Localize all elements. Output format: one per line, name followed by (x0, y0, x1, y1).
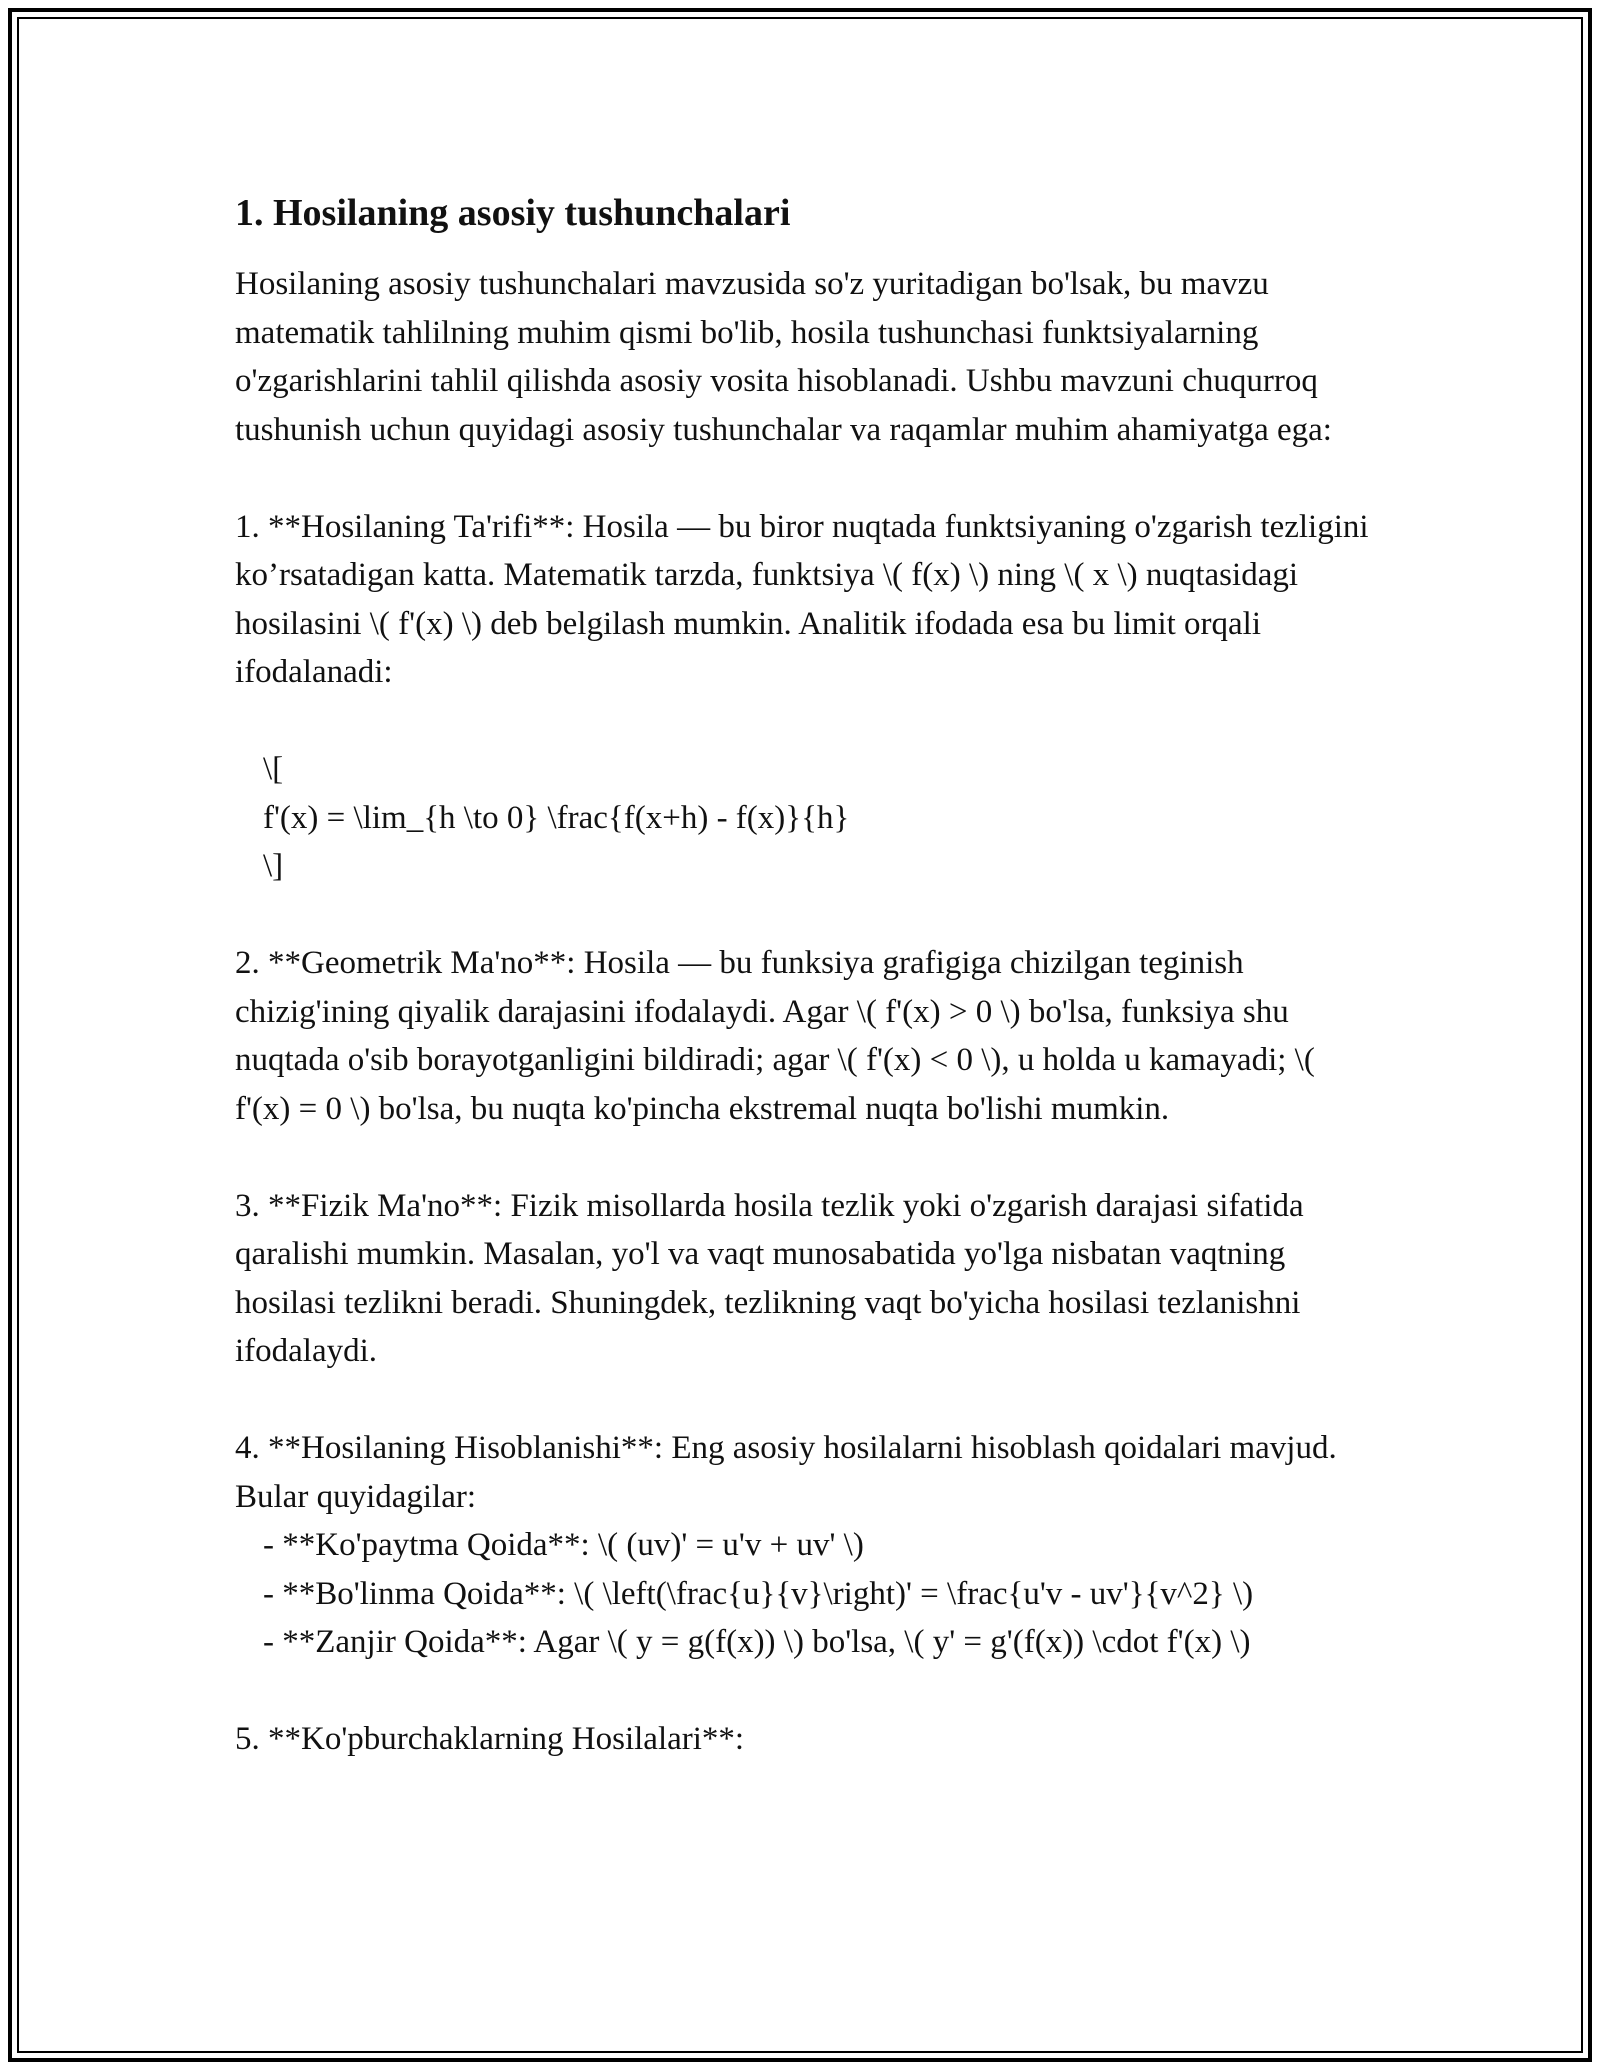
section-title: 1. Hosilaning asosiy tushunchalari (235, 192, 791, 234)
intro-paragraph: Hosilaning asosiy tushunchalari mavzusida so'z yuritadigan bo'lsak, bu mavzu matematik tahlilning muhim qismi bo'lib, hosila tushunchasi funktsiyalarning o'zgarishlarini tahlil qilishda asosiy vosita hisoblanadi. Ushbu mavzuni chuqurroq tushunish uchun quyidagi asosiy tushunchalar va raqamlar muhim ahamiyatga ega: (235, 266, 1332, 448)
physical-meaning-item: 3. **Fizik Ma'no**: Fizik misollarda hosila tezlik yoki o'zgarish darajasi sifatida qaralishi mumkin. Masalan, yo'l va vaqt munosabatida yo'lga nisbatan vaqtning hosilasi tezlikni beradi. Shuningdek, tezlikning vaqt bo'yicha hosilasi tezlanishni ifodalaydi. (235, 1187, 1304, 1369)
polygons-item: 5. **Ko'pburchaklarning Hosilalari**: (235, 1721, 745, 1757)
rule-quotient: - **Bo'linma Qoida**: \( \left(\frac{u}{v}\right)' = \frac{u'v - uv'}{v^2} \) (263, 1575, 1254, 1612)
rule-product: - **Ko'paytma Qoida**: \( (uv)' = u'v + uv' \) (263, 1527, 864, 1563)
definition-item: 1. **Hosilaning Ta'rifi**: Hosila — bu biror nuqtada funktsiyaning o'zgarish tezligini ko’rsatadigan katta. Matematik tarzda, funktsiya \( f(x) \) ning \( x \) nuqtasidagi hosilasini \( f'(x) \) deb belgilash mumkin. Analitik ifodada esa bu limit orqali ifodalanadi: (235, 508, 1369, 690)
rule-chain: - **Zanjir Qoida**: Agar \( y = g(f(x)) \) bo'lsa, \( y' = g'(f(x)) \cdot f'(x) \) (263, 1624, 1251, 1660)
geometric-meaning-item: 2. **Geometrik Ma'no**: Hosila — bu funksiya grafigiga chizilgan teginish chizig'ining qiyalik darajasini ifodalaydi. Agar \( f'(x) > 0 \) bo'lsa, funksiya shu nuqtada o'sib borayotganligini bildiradi; agar \( f'(x) < 0 \), u holda u kamayadi; \( f'(x) = 0 \) bo'lsa, bu nuqta ko'pincha ekstremal nuqta bo'lishi mumkin. (235, 945, 1315, 1127)
document-body (235, 186, 1375, 1764)
calculation-item: 4. **Hosilaning Hisoblanishi**: Eng asosiy hosilalarni hisoblash qoidalari mavjud. Bular quyidagilar: (235, 1430, 1337, 1515)
limit-formula: \[ f'(x) = \lim_{h \to 0} \frac{f(x+h) - f(x)}{h} \] (263, 751, 850, 884)
